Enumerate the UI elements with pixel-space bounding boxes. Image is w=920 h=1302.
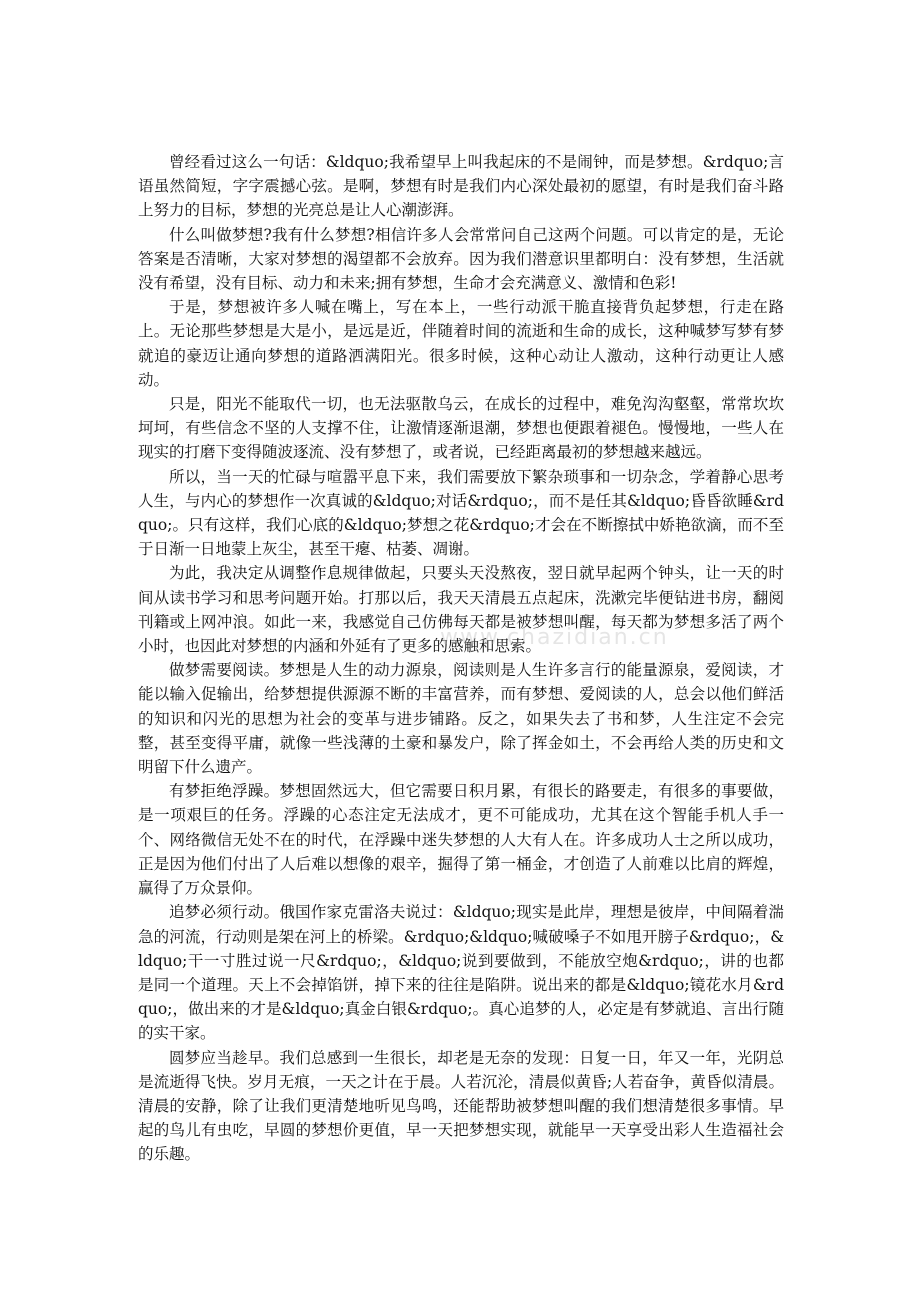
paragraph-2: 什么叫做梦想?我有什么梦想?相信许多人会常常问自己这两个问题。可以肯定的是，无论答案是否清晰，大家对梦想的渴望都不会放弃。因为我们潜意识里都明白：没有梦想，生活就没有希望，没有目标、动力和未来;拥有梦想，生命才会充满意义、激情和色彩! <box>138 225 784 293</box>
paragraph-5: 所以，当一天的忙碌与喧嚣平息下来，我们需要放下繁杂琐事和一切杂念，学着静心思考人生，与内心的梦想作一次真诚的&ldquo;对话&rdquo;，而不是任其&ldquo;昏昏欲睡&rdquo;。只有这样，我们心底的&ldquo;梦想之花&rdquo;才会在不断擦拭中娇艳欲滴，而不至于日渐一日地蒙上灰尘，甚至干瘪、枯萎、凋谢。 <box>138 467 784 559</box>
paragraph-7: 做梦需要阅读。梦想是人生的动力源泉，阅读则是人生许多言行的能量源泉，爱阅读，才能以输入促输出，给梦想提供源源不断的丰富营养，而有梦想、爱阅读的人，总会以他们鲜活的知识和闪光的思想为社会的变革与进步铺路。反之，如果失去了书和梦，人生注定不会完整，甚至变得平庸，就像一些浅薄的土豪和暴发户，除了挥金如土，不会再给人类的历史和文明留下什么遗产。 <box>138 661 784 777</box>
document-body <box>138 150 784 1167</box>
watermark: www.chazidian.cn <box>440 625 669 650</box>
paragraph-4: 只是，阳光不能取代一切，也无法驱散乌云，在成长的过程中，难免沟沟壑壑，常常坎坎坷坷，有些信念不坚的人支撑不住，让激情逐渐退潮，梦想也便跟着褪色。慢慢地，一些人在现实的打磨下变得随波逐流、没有梦想了，或者说，已经距离最初的梦想越来越远。 <box>138 395 784 462</box>
paragraph-10: 圆梦应当趁早。我们总感到一生很长，却老是无奈的发现：日复一日，年又一年，光阴总是流逝得飞快。岁月无痕，一天之计在于晨。人若沉沦，清晨似黄昏;人若奋争，黄昏似清晨。清晨的安静，除了让我们更清楚地听见鸟鸣，还能帮助被梦想叫醒的我们想清楚很多事情。早起的鸟儿有虫吃，早圆的梦想价更值，早一天把梦想实现，就能早一天享受出彩人生造福社会的乐趣。 <box>138 1048 784 1164</box>
paragraph-1: 曾经看过这么一句话：&ldquo;我希望早上叫我起床的不是闹钟，而是梦想。&rdquo;言语虽然简短，字字震撼心弦。是啊，梦想有时是我们内心深处最初的愿望，有时是我们奋斗路上努力的目标，梦想的光亮总是让人心潮澎湃。 <box>138 153 784 220</box>
paragraph-8: 有梦拒绝浮躁。梦想固然远大，但它需要日积月累，有很长的路要走，有很多的事要做，是一项艰巨的任务。浮躁的心态注定无法成才，更不可能成功，尤其在这个智能手机人手一个、网络微信无处不在的时代，在浮躁中迷失梦想的人大有人在。许多成功人士之所以成功，正是因为他们付出了人后难以想像的艰辛，掘得了第一桶金，才创造了人前难以比肩的辉煌，赢得了万众景仰。 <box>138 782 784 898</box>
paragraph-9: 追梦必须行动。俄国作家克雷洛夫说过：&ldquo;现实是此岸，理想是彼岸，中间隔着湍急的河流，行动则是架在河上的桥梁。&rdquo;&ldquo;喊破嗓子不如甩开膀子&rdquo;，&ldquo;干一寸胜过说一尺&rdquo;，&ldquo;说到要做到，不能放空炮&rdquo;，讲的也都是同一个道理。天上不会掉馅饼，掉下来的往往是陷阱。说出来的都是&ldquo;镜花水月&rdquo;，做出来的才是&ldquo;真金白银&rdquo;。真心追梦的人，必定是有梦就追、言出行随的实干家。 <box>138 903 784 1043</box>
paragraph-6: 为此，我决定从调整作息规律做起，只要头天没熬夜，翌日就早起两个钟头，让一天的时间从读书学习和思考问题开始。打那以后，我天天清晨五点起床，洗漱完毕便钻进书房，翻阅刊籍或上网冲浪。如此一来，我感觉自己仿佛每天都是被梦想叫醒，每天都为梦想多活了两个小时，也因此对梦想的内涵和外延有了更多的感触和思索。 <box>138 564 784 656</box>
paragraph-3: 于是，梦想被许多人喊在嘴上，写在本上，一些行动派干脆直接背负起梦想，行走在路上。无论那些梦想是大是小，是远是近，伴随着时间的流逝和生命的成长，这种喊梦写梦有梦就追的豪迈让通向梦想的道路洒满阳光。很多时候，这种心动让人激动，这种行动更让人感动。 <box>138 298 784 389</box>
